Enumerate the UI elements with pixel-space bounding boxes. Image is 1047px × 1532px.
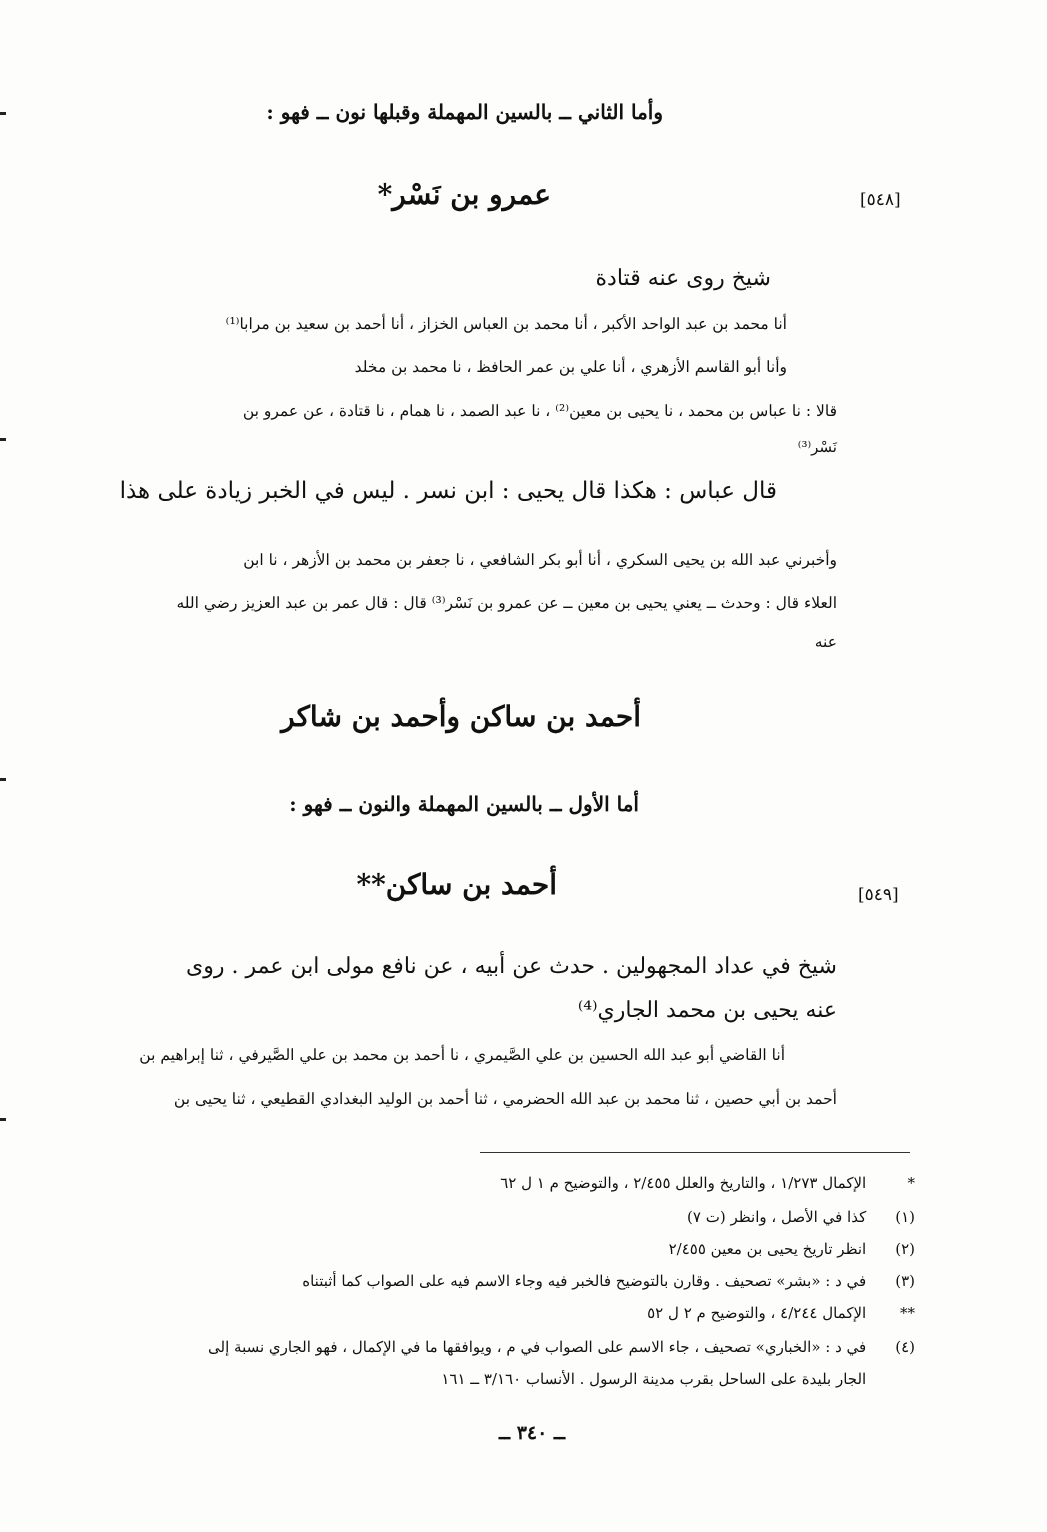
isnad-line: أنا القاضي أبو عبد الله الحسين بن علي الصَّيمري ، نا أحمد بن محمد بن علي الصَّيرفي ، ثنا إبراهيم بن [139, 1046, 785, 1064]
footnote-label: ** [900, 1304, 915, 1322]
footnote-text: الإكمال ١/٢٧٣ ، والتاريخ والعلل ٢/٤٥٥ ، والتوضيح م ١ ل ٦٢ [500, 1174, 867, 1192]
scan-mark [0, 778, 6, 781]
scan-mark [0, 1118, 6, 1121]
scan-mark [0, 112, 6, 115]
entry-number: [٥٤٨] [860, 190, 901, 210]
page-number: ــ ٣٤٠ ــ [498, 1422, 566, 1444]
footnote [687, 1208, 915, 1226]
footnote [500, 1174, 915, 1192]
entry-number: [٥٤٩] [858, 885, 899, 905]
entry-intro: شيخ روى عنه قتادة [595, 266, 771, 291]
isnad-line: أحمد بن أبي حصين ، ثنا محمد بن عبد الله الحضرمي ، ثنا أحمد بن الوليد البغدادي القطيعي ، ثنا يحيى بن [173, 1090, 837, 1108]
footnote-text: في د : «الخباري» تصحيف ، جاء الاسم على الصواب في م ، ويوافقها ما في الإكمال ، فهو الجاري نسبة إلى [208, 1338, 867, 1356]
footnote [208, 1338, 915, 1356]
entry-intro: شيخ في عداد المجهولين . حدث عن أبيه ، عن نافع مولى ابن عمر . روى [186, 954, 837, 979]
footnote [669, 1240, 915, 1258]
isnad-line: عنه [814, 633, 837, 651]
section-heading: وأما الثاني ــ بالسين المهملة وقبلها نون ــ فهو : [266, 100, 663, 124]
footnote [441, 1370, 915, 1388]
isnad-line: وأنا أبو القاسم الأزهري ، أنا علي بن عمر الحافظ ، نا محمد بن مخلد [354, 358, 787, 376]
footnote [647, 1304, 915, 1322]
isnad-line: أنا محمد بن عبد الواحد الأكبر ، أنا محمد بن العباس الخزاز ، أنا أحمد بن سعيد بن مرابا⁽¹⁾ [225, 315, 787, 333]
isnad-line: وأخبرني عبد الله بن يحيى السكري ، أنا أبو بكر الشافعي ، نا جعفر بن محمد بن الأزهر ، نا ابن [243, 551, 837, 569]
footnote-text: الجار بليدة على الساحل بقرب مدينة الرسول . الأنساب ٣/١٦٠ ــ ١٦١ [441, 1370, 867, 1388]
isnad-line: العلاء قال : وحدث ــ يعني يحيى بن معين ــ عن عمرو بن نَسْر⁽³⁾ قال : قال عمر بن عبد العزيز رضي الله [176, 594, 837, 612]
footnote-label: (٢) [895, 1240, 915, 1258]
entry-title: أحمد بن ساكن** [356, 868, 557, 901]
scan-mark [0, 438, 6, 441]
entry-title: عمرو بن نَسْر* [377, 178, 551, 211]
footnote-text: كذا في الأصل ، وانظر (ت ٧) [687, 1208, 867, 1226]
footnote-label: (٤) [895, 1338, 915, 1356]
footnote-label: (١) [895, 1208, 915, 1226]
footnote-text: انظر تاريخ يحيى بن معين ٢/٤٥٥ [668, 1240, 867, 1258]
footnote [302, 1272, 915, 1290]
footnote-label: (٣) [895, 1272, 915, 1290]
footnote-text: في د : «بشر» تصحيف . وقارن بالتوضيح فالخبر فيه وجاء الاسم فيه على الصواب كما أثبتناه [302, 1272, 867, 1290]
chapter-title: أحمد بن ساكن وأحمد بن شاكر [281, 700, 641, 733]
footnote-separator [480, 1152, 910, 1153]
footnote-text: الإكمال ٤/٢٤٤ ، والتوضيح م ٢ ل ٥٢ [647, 1304, 867, 1322]
isnad-line: نَسْر⁽³⁾ [797, 438, 837, 456]
entry-intro: عنه يحيى بن محمد الجاري⁽⁴⁾ [577, 998, 837, 1023]
section-heading: أما الأول ــ بالسين المهملة والنون ــ فهو : [289, 792, 639, 816]
isnad-line: قالا : نا عباس بن محمد ، نا يحيى بن معين⁽²⁾ ، نا عبد الصمد ، نا همام ، نا قتادة ، عن عمرو بن [242, 402, 837, 420]
quote-line: قال عباس : هكذا قال يحيى : ابن نسر . ليس في الخبر زيادة على هذا [119, 478, 777, 504]
footnote-label: * [907, 1174, 915, 1192]
